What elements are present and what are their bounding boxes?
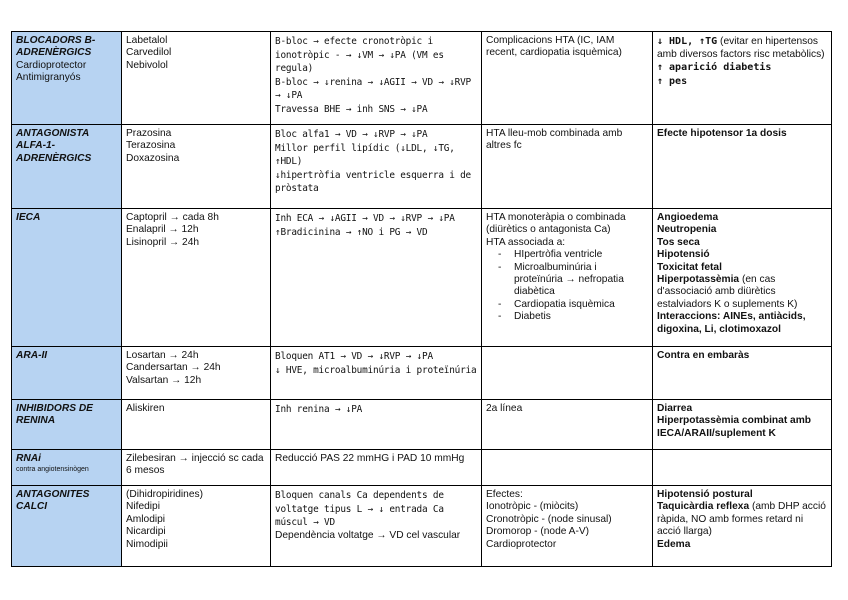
effect-bold: Angioedema xyxy=(657,212,719,223)
mechanism-text: B-bloc → ↓renina → ↓AGII → VD → ↓RVP → ↓PA xyxy=(275,76,471,102)
effect-text xyxy=(657,274,827,311)
table-row xyxy=(12,32,832,125)
effect-bold: Interaccions: AINEs, antiàcids, digoxina, Li, clotimoxazol xyxy=(657,311,806,335)
mechanism-text: Inh ECA → ↓AGII → VD → ↓RVP → ↓PA xyxy=(275,213,455,224)
group-name: ADRENÈRGICS xyxy=(16,152,92,164)
table-row xyxy=(12,209,832,347)
table-row xyxy=(12,486,832,567)
drugs-cell xyxy=(122,209,271,347)
indication-text: HTA lleu-mob combinada amb altres fc xyxy=(486,128,623,152)
indication-text: Efectes: xyxy=(486,489,523,500)
mechanism-text: B-bloc → efecte cronotròpic i ionotròpic - → ↓VM → ↓PA (VM es regula) xyxy=(275,36,444,75)
drug-name: (Dihidropiridines) xyxy=(126,489,203,500)
group-cell xyxy=(12,209,122,347)
mechanism-cell xyxy=(271,486,482,567)
mechanism-text: Millor perfil lipídic (↓LDL, ↓TG, ↑HDL) xyxy=(275,142,455,168)
mechanism-text: Reducció PAS 22 mmHG i PAD 10 mmHg xyxy=(275,453,465,464)
effect-note: (en cas d'associació amb diürètics estalviadors K o suplements K) xyxy=(657,274,798,310)
table-row xyxy=(12,450,832,486)
mechanism-text: Travessa BHE → inh SNS → ↓PA xyxy=(275,103,428,115)
drug-name: Losartan → 24h xyxy=(126,350,199,361)
drug-name: Aliskiren xyxy=(126,403,165,414)
effect-bold: ↑ pes xyxy=(657,76,688,88)
list-item: - Microalbuminúria i proteïnúria → nefropatia diabètica xyxy=(514,262,648,299)
list-item: - HIpertròfia ventricle xyxy=(514,249,648,261)
effect-bold: ↓ HDL, ↑TG xyxy=(657,36,718,47)
group-name: ARA-II xyxy=(16,350,48,361)
mechanism-cell xyxy=(271,400,482,450)
drug-name: Captopril → cada 8h xyxy=(126,212,219,223)
group-subtitle: Antimigranyós xyxy=(16,72,81,84)
effect-bold: Hiperpotassèmia xyxy=(657,274,740,286)
group-cell xyxy=(12,347,122,400)
drugs-cell xyxy=(122,400,271,450)
drugs-cell xyxy=(122,347,271,400)
indication-cell xyxy=(482,450,653,486)
mechanism-cell xyxy=(271,347,482,400)
indication-text: 2a línea xyxy=(486,403,523,414)
indication-text: HTA associada a: xyxy=(486,236,566,248)
indication-cell xyxy=(482,347,653,400)
mechanism-cell xyxy=(271,125,482,209)
table-row xyxy=(12,400,832,450)
mechanism-text: Dependència voltatge → VD cel vascular xyxy=(275,529,461,541)
mechanism-cell xyxy=(271,209,482,347)
effect-bold: Hipotensió postural xyxy=(657,489,753,500)
drugs-cell xyxy=(122,450,271,486)
mechanism-text: Bloquen AT1 → VD → ↓RVP → ↓PA xyxy=(275,351,433,362)
drug-name: Lisinopril → 24h xyxy=(126,236,200,248)
group-name: INHIBIDORS DE xyxy=(16,403,93,414)
group-name: CALCI xyxy=(16,501,48,513)
mechanism-text: ↑Bradicinina → ↑NO i PG → VD xyxy=(275,226,428,238)
mechanism-text: Bloc alfa1 → VD → ↓RVP → ↓PA xyxy=(275,129,428,140)
drug-name: Nicardipi xyxy=(126,526,166,538)
drug-name: Nifedipi xyxy=(126,501,160,513)
group-subtitle: Cardioprotector xyxy=(16,59,87,71)
effects-cell xyxy=(653,400,832,450)
effect-text xyxy=(657,501,827,538)
indication-cell xyxy=(482,32,653,125)
group-name: BLOCADORS B- xyxy=(16,35,96,46)
effect-text xyxy=(657,35,827,61)
drug-name: Nebivolol xyxy=(126,59,168,71)
drugs-cell xyxy=(122,32,271,125)
effects-cell xyxy=(653,450,832,486)
group-name: RNAi xyxy=(16,453,41,464)
effect-bold: Hipotensió xyxy=(657,249,710,261)
effect-bold: Neutropenia xyxy=(657,224,717,236)
table-row xyxy=(12,125,832,209)
effects-cell xyxy=(653,125,832,209)
drug-name: Nimodipii xyxy=(126,538,168,550)
effects-cell xyxy=(653,209,832,347)
mechanism-text: ↓ HVE, microalbuminúria i proteïnúria xyxy=(275,364,477,376)
mechanism-text: Bloquen canals Ca dependents de voltatge tipus L → ↓ entrada Ca múscul → VD xyxy=(275,490,444,529)
drug-name: Zilebesiran → injecció sc cada 6 mesos xyxy=(126,453,264,477)
indication-cell xyxy=(482,125,653,209)
indication-text: Ionotròpic - (miòcits) xyxy=(486,501,579,513)
effects-cell xyxy=(653,486,832,567)
group-name: ANTAGONITES xyxy=(16,489,90,500)
group-cell xyxy=(12,125,122,209)
indication-text: Complicacions HTA (IC, IAM recent, cardiopatia isquèmica) xyxy=(486,35,622,59)
drug-name: Candersartan → 24h xyxy=(126,362,221,374)
group-name: RENINA xyxy=(16,415,56,427)
drug-name: Doxazosina xyxy=(126,152,180,164)
effect-bold: Efecte hipotensor 1a dosis xyxy=(657,128,787,139)
indication-text: Cardioprotector xyxy=(486,538,557,550)
group-subtitle: contra angiotensinògen xyxy=(16,466,89,474)
effect-note: (amb DHP acció ràpida, NO amb formes retard ni acció llarga) xyxy=(657,501,826,538)
effect-bold: Contra en embaràs xyxy=(657,350,750,361)
table-row xyxy=(12,347,832,400)
mechanism-cell xyxy=(271,32,482,125)
group-name: ANTAGONISTA xyxy=(16,128,90,139)
drug-name: Enalapril → 12h xyxy=(126,224,199,236)
effect-bold: Hiperpotassèmia combinat amb IECA/ARAII/suplement K xyxy=(657,415,811,439)
drug-name: Prazosina xyxy=(126,128,172,139)
effect-bold: Toxicitat fetal xyxy=(657,261,722,273)
indication-cell xyxy=(482,400,653,450)
drug-name: Amlodipi xyxy=(126,513,166,525)
indication-text: Dromorop - (node A-V) xyxy=(486,526,590,538)
drugs-cell xyxy=(122,125,271,209)
drug-name: Labetalol xyxy=(126,35,168,46)
effect-bold: ↑ aparició diabetis xyxy=(657,62,772,74)
indication-text: Cronotròpic - (node sinusal) xyxy=(486,513,612,525)
effect-bold: Diarrea xyxy=(657,403,693,414)
effect-bold: Taquicàrdia reflexa xyxy=(657,501,750,513)
effect-bold: Edema xyxy=(657,538,691,550)
group-cell xyxy=(12,32,122,125)
drug-name: Terazosina xyxy=(126,140,176,152)
group-cell xyxy=(12,450,122,486)
drug-name: Valsartan → 12h xyxy=(126,374,202,386)
drug-name: Carvedilol xyxy=(126,47,172,59)
effect-note: (evitar en hipertensos amb diversos factors risc metabòlics) xyxy=(657,36,825,60)
group-name: ADRENÈRGICS xyxy=(16,47,92,59)
effect-bold: Tos seca xyxy=(657,236,700,248)
effects-cell xyxy=(653,347,832,400)
list-item: - Diabetis xyxy=(514,311,648,323)
group-cell xyxy=(12,486,122,567)
indication-list xyxy=(486,249,648,323)
drugs-cell xyxy=(122,486,271,567)
indication-cell xyxy=(482,486,653,567)
indication-text: HTA monoteràpia o combinada (diürètics o antagonista Ca) xyxy=(486,212,626,236)
mechanism-text: ↓hipertròfia ventricle esquerra i de pròstata xyxy=(275,169,471,195)
mechanism-text: Inh renina → ↓PA xyxy=(275,404,363,415)
drug-table xyxy=(11,31,832,567)
group-cell xyxy=(12,400,122,450)
indication-cell xyxy=(482,209,653,347)
group-name: IECA xyxy=(16,212,41,223)
group-name: ALFA-1- xyxy=(16,140,56,152)
effects-cell xyxy=(653,32,832,125)
mechanism-cell xyxy=(271,450,482,486)
list-item: - Cardiopatia isquèmica xyxy=(514,299,648,311)
